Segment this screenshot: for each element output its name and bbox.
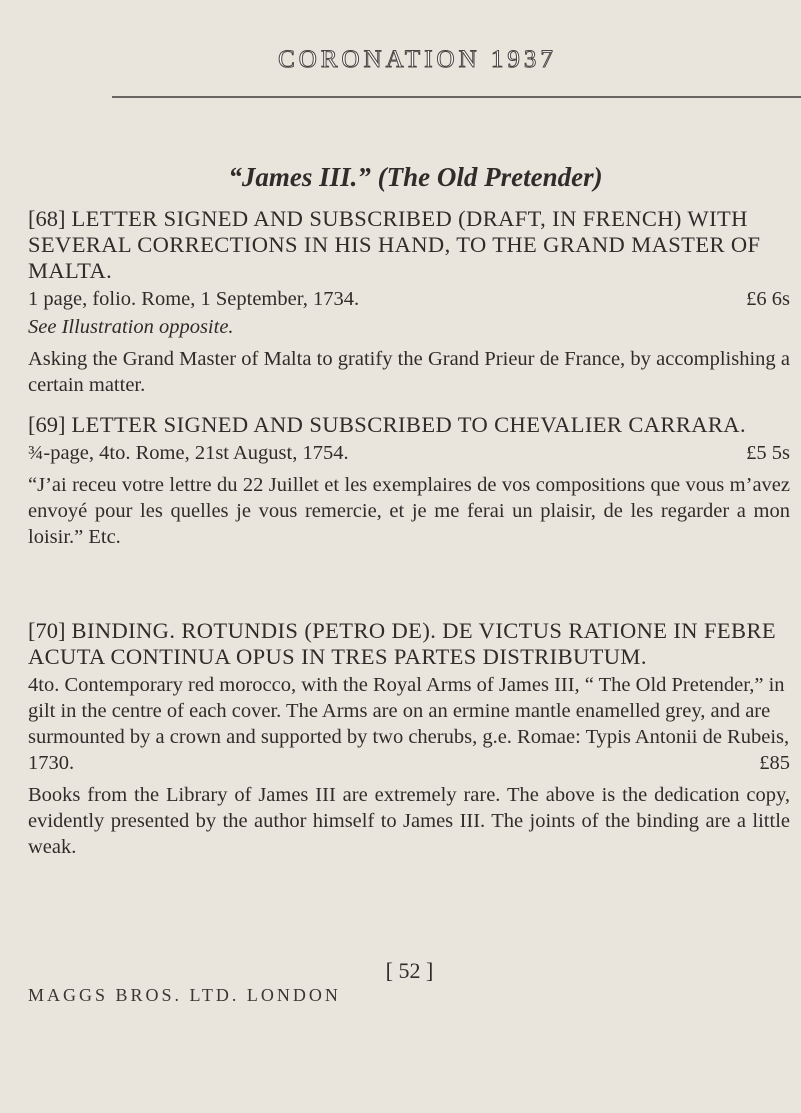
lot-68-price: £6 6s <box>746 288 790 310</box>
lot-69-price: £5 5s <box>746 442 790 464</box>
lot-69-title: LETTER SIGNED AND SUBSCRIBED TO CHEVALIER CARRARA. <box>71 412 746 437</box>
lot-68-description: Asking the Grand Master of Malta to gratify the Grand Prieur de France, by accomplishing a certain matter. <box>28 348 790 396</box>
lot-70-price: £85 <box>759 752 790 774</box>
publisher-footer: MAGGS BROS. LTD. LONDON <box>28 985 341 1005</box>
lot-70-number: [70] <box>28 618 66 643</box>
lot-69-description: “J’ai receu votre lettre du 22 Juillet et les exemplaires de vos compositions que vous m’avez envoyé pour les quelles je vous remercie, et je me ferai un plaisir, de les regarder a mon loisir.” Etc. <box>28 474 790 548</box>
lot-70-heading <box>28 618 790 670</box>
lot-70 <box>28 618 790 860</box>
lot-70-description: Books from the Library of James III are extremely rare. The above is the dedication copy, evidently presented by the author himself to James III. The joints of the binding are a little weak. <box>28 784 790 858</box>
lot-69-heading <box>28 412 790 438</box>
lot-68-number: [68] <box>28 206 66 231</box>
lot-70-detail-row <box>28 672 790 776</box>
lot-68-note: See Illustration opposite. <box>28 316 234 338</box>
lot-68 <box>28 206 790 398</box>
lot-70-details: 4to. Contemporary red morocco, with the Royal Arms of James III, “ The Old Pretender,” in gilt in the centre of each cover. The Arms are on an ermine mantle enamelled grey, and are surmounted by a crown and supported by two cherubs, g.e. Romae: Typis Antonii de Rubeis, 1730. <box>28 674 790 774</box>
lot-68-title: LETTER SIGNED AND SUBSCRIBED (DRAFT, IN FRENCH) WITH SEVERAL CORRECTIONS IN HIS HAND, TO THE GRAND MASTER OF MALTA. <box>28 206 761 283</box>
lot-69-details: ¾-page, 4to. Rome, 21st August, 1754. <box>28 442 349 464</box>
lot-69-number: [69] <box>28 412 66 437</box>
lot-68-details: 1 page, folio. Rome, 1 September, 1734. <box>28 288 360 310</box>
lot-68-detail-row <box>28 286 790 312</box>
lot-69 <box>28 412 790 550</box>
lot-69-detail-row <box>28 440 790 466</box>
lot-68-heading <box>28 206 790 284</box>
page-number: [ 52 ] <box>385 958 434 983</box>
lot-70-title: BINDING. ROTUNDIS (PETRO DE). DE VICTUS RATIONE IN FEBRE ACUTA CONTINUA OPUS IN TRES PARTES DISTRIBUTUM. <box>28 618 776 669</box>
running-title: CORONATION 1937 <box>278 46 557 73</box>
header-rule <box>112 96 801 98</box>
section-title: “James III.” (The Old Pretender) <box>228 162 603 192</box>
